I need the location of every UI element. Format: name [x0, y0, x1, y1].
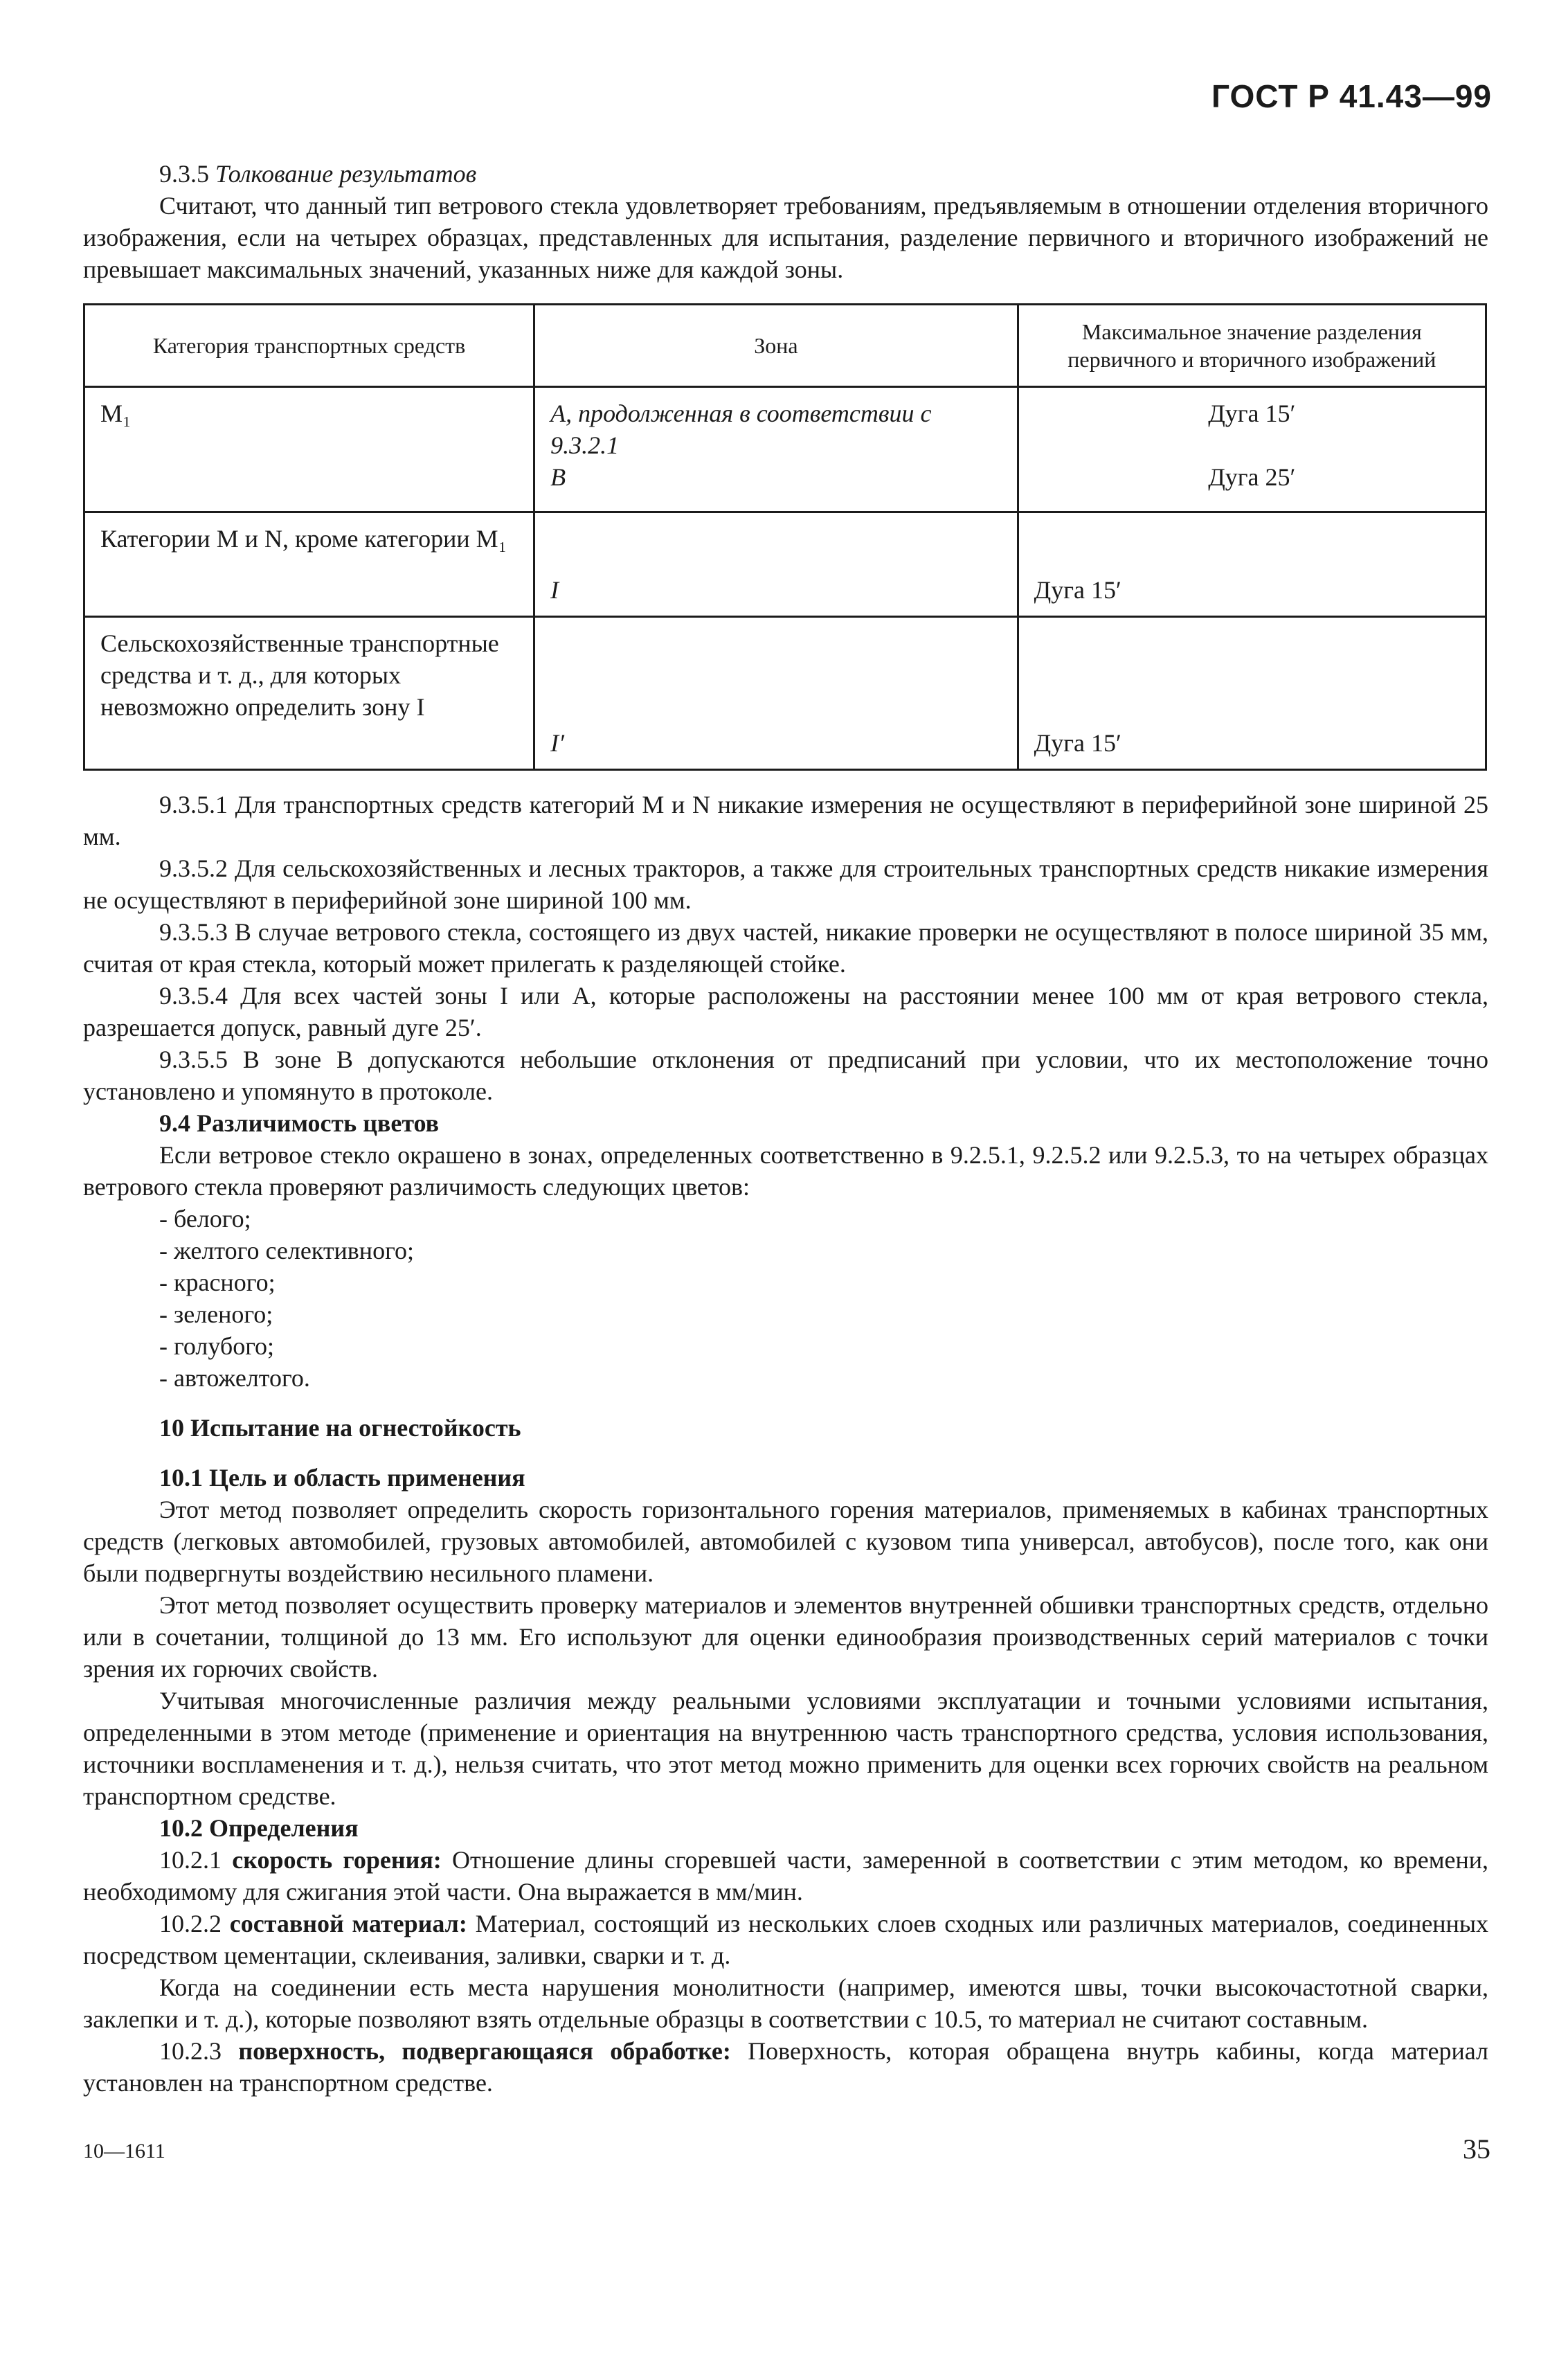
section-94-paragraph: Если ветровое стекло окрашено в зонах, определенных соответственно в 9.2.5.1, 9.2.5.2 или 9.2.5.3, то на четырех образцах ветрового стекла проверяют различимость следующих цветов: — [83, 1141, 1488, 1201]
definition-number: 10.2.2 — [159, 1910, 222, 1937]
separation-table — [83, 303, 1487, 771]
definition-1021 — [83, 1844, 1488, 1908]
zone-line: A, продолженная в соответствии с 9.3.2.1 — [550, 400, 932, 459]
section-935-number: 9.3.5 — [159, 160, 209, 188]
zone-line: I — [550, 576, 559, 604]
table-cell-category: M₁ — [84, 387, 534, 512]
definition-text: Материал, состоящий из нескольких слоев сходных или различных материалов, соединенных посредством цементации, склеивания, заливки, сварки и т. д. — [83, 1910, 1489, 1969]
definition-number: 10.2.1 — [159, 1846, 222, 1874]
definition-text: Поверхность, которая обращена внутрь кабины, когда материал установлен на транспортном средстве. — [83, 2037, 1489, 2097]
table-cell-zone — [534, 512, 1018, 617]
section-101-heading: 10.1 Цель и область применения — [159, 1464, 525, 1492]
color-list-item: - желтого селективного; — [159, 1237, 414, 1264]
color-list-item: - белого; — [159, 1205, 251, 1233]
definition-1023 — [83, 2035, 1488, 2099]
table-header-row — [84, 305, 1486, 387]
table-cell-value — [1018, 617, 1486, 770]
color-list-item: - зеленого; — [159, 1300, 273, 1328]
table-cell-zone — [534, 387, 1018, 512]
table-cell-value — [1018, 387, 1486, 512]
color-list-item: - голубого; — [159, 1332, 275, 1360]
definition-term: поверхность, подвергающаяся обработке: — [238, 2037, 731, 2065]
clause-9353: 9.3.5.3 В случае ветрового стекла, состоящего из двух частей, никакие проверки не осуществляют в полосе шириной 35 мм, считая от края стекла, который может прилегать к разделяющей стойке. — [83, 918, 1488, 978]
clause-9351: 9.3.5.1 Для транспортных средств категорий M и N никакие измерения не осуществляют в периферийной зоне шириной 25 мм. — [83, 791, 1488, 850]
definition-term: скорость горения: — [232, 1846, 442, 1874]
zone-line: I′ — [550, 729, 564, 757]
arc-value: Дуга 15′ — [1208, 400, 1296, 427]
section-935-title-text: Толкование результатов — [215, 160, 477, 188]
section-10-heading: 10 Испытание на огнестойкость — [159, 1414, 521, 1442]
arc-value: Дуга 15′ — [1034, 576, 1121, 604]
arc-value: Дуга 25′ — [1208, 463, 1296, 491]
clause-9354: 9.3.5.4 Для всех частей зоны I или A, которые расположены на расстоянии менее 100 мм от края ветрового стекла, разрешается допуск, равный дуге 25′. — [83, 982, 1488, 1041]
section-101-paragraph: Этот метод позволяет осуществить проверку материалов и элементов внутренней обшивки транспортных средств, отдельно или в сочетании, толщиной до 13 мм. Его используют для оценки единообразия производственных серий материалов с точки зрения их горючих свойств. — [83, 1591, 1488, 1683]
table-header-max-value: Максимальное значение разделения первичного и вторичного изображений — [1018, 305, 1486, 387]
table-cell-category: Категории M и N, кроме категории M₁ — [84, 512, 534, 617]
table-cell-value — [1018, 512, 1486, 617]
section-101-paragraph: Этот метод позволяет определить скорость горизонтального горения материалов, применяемых в кабинах транспортных средств (легковых автомобилей, грузовых автомобилей, автомобилей с кузовом типа универсал, автобусов), после того, как они были подвергнуты воздействию несильного пламени. — [83, 1496, 1488, 1587]
section-935-title — [83, 158, 1488, 190]
section-935-paragraph: Считают, что данный тип ветрового стекла удовлетворяет требованиям, предъявляемым в отношении отделения вторичного изображения, если на четырех образцах, представленных для испытания, разделение первичного и вторичного изображений не превышает максимальных значений, указанных ниже для каждой зоны. — [83, 192, 1488, 283]
section-102-heading: 10.2 Определения — [159, 1814, 359, 1842]
definition-1022 — [83, 1908, 1488, 1971]
document-code-header: ГОСТ Р 41.43—99 — [1211, 78, 1492, 114]
table-cell-category: Сельскохозяйственные транспортные средства и т. д., для которых невозможно определить зону I — [84, 617, 534, 770]
print-code: 10—1611 — [83, 2140, 165, 2162]
clause-9355: 9.3.5.5 В зоне B допускаются небольшие отклонения от предписаний при условии, что их местоположение точно установлено и упомянуто в протоколе. — [83, 1046, 1488, 1105]
definition-text: Отношение длины сгоревшей части, замеренной в соответствии с этим методом, ко времени, необходимому для сжигания этой части. Она выражается в мм/мин. — [83, 1846, 1489, 1906]
table-row — [84, 617, 1486, 770]
page-content — [83, 158, 1488, 2099]
page-number: 35 — [1463, 2133, 1490, 2165]
table-row — [84, 387, 1486, 512]
definition-term: составной материал: — [229, 1910, 467, 1937]
clause-9352: 9.3.5.2 Для сельскохозяйственных и лесных тракторов, а также для строительных транспортных средств никакие измерения не осуществляют в периферийной зоне шириной 100 мм. — [83, 854, 1488, 914]
table-row — [84, 512, 1486, 617]
table-header-zone: Зона — [534, 305, 1018, 387]
table-cell-zone — [534, 617, 1018, 770]
table-header-category: Категория транспортных средств — [84, 305, 534, 387]
color-list-item: - красного; — [159, 1269, 276, 1296]
section-94-heading: 9.4 Различимость цветов — [159, 1109, 440, 1137]
definition-number: 10.2.3 — [159, 2037, 222, 2065]
section-101-paragraph: Учитывая многочисленные различия между реальными условиями эксплуатации и точными условиями испытания, определенными в этом методе (применение и ориентация на внутреннюю часть транспортного средства, условия использования, источники воспламенения и т. д.), нельзя считать, что этот метод можно применить для оценки всех горючих свойств на реальном транспортном средстве. — [83, 1687, 1488, 1810]
color-list-item: - автожелтого. — [159, 1364, 310, 1392]
arc-value: Дуга 15′ — [1034, 729, 1121, 757]
definition-1022-note: Когда на соединении есть места нарушения монолитности (например, имеются швы, точки высокочастотной сварки, заклепки и т. д.), которые позволяют взять отдельные образцы в соответствии с 10.5, то материал не считают составным. — [83, 1973, 1488, 2033]
zone-line: B — [550, 463, 566, 491]
